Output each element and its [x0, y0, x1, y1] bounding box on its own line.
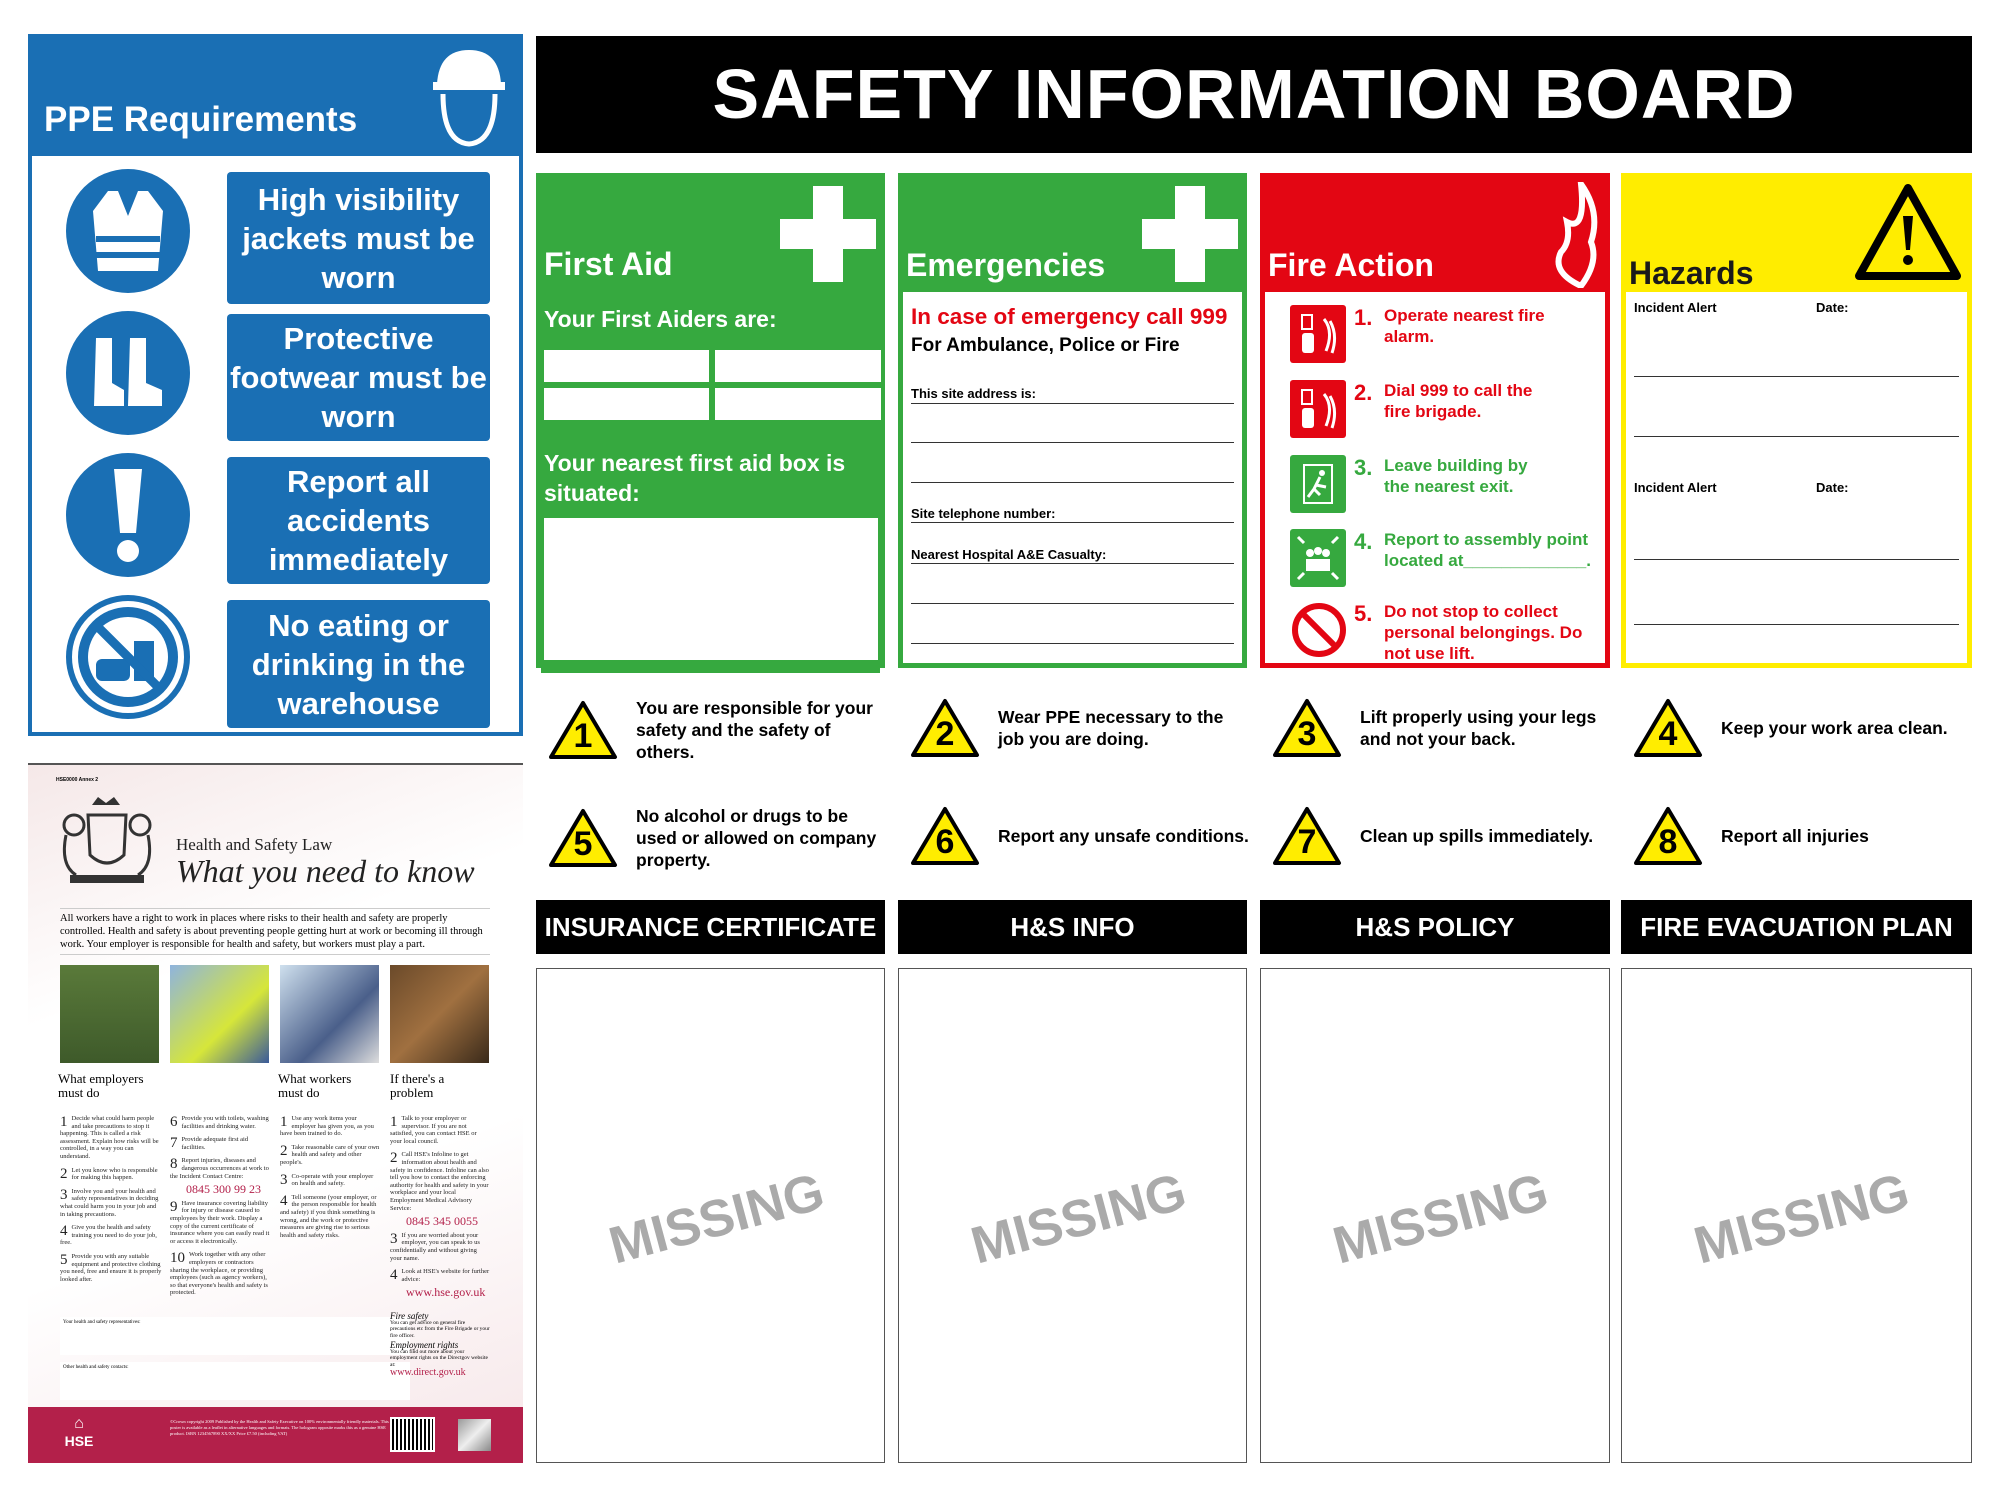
poster-list-item: 8 Report injuries, diseases and dangerous occurrences at work to the Incident Contact Centre:: [170, 1157, 269, 1180]
rule-text: Keep your work area clean.: [1721, 718, 1948, 738]
emergencies-card: [898, 173, 1247, 668]
photo-loft-worker: [390, 965, 489, 1063]
poster-list-item: 6 Provide you with toilets, washing facilities and drinking water.: [170, 1115, 269, 1130]
first-aiders-label: Your First Aiders are:: [544, 306, 777, 332]
barcode: [390, 1417, 435, 1452]
board-title: SAFETY INFORMATION BOARD: [536, 36, 1972, 153]
hse-website-link: www.hse.gov.uk: [406, 1285, 486, 1300]
poster-list-item: 5 Provide you with any suitable equipment and protective clothing you need, free and ensure it is properly looked after.: [60, 1252, 162, 1283]
problem-heading: If there's a problem: [390, 1071, 445, 1100]
first-aider-name-field-4[interactable]: [715, 388, 881, 420]
poster-list-item: 1 Talk to your employer or supervisor. If you are not satisfied, you can contact HSE or your local council.: [390, 1115, 477, 1145]
fire-action-title: Fire Action: [1268, 247, 1434, 283]
hazards-card: [1621, 173, 1972, 668]
poster-list-item: 2 Call HSE's Infoline to get information about health and safety in confidence. Infoline can also tell you how to contact the enforcing authority for health and safety in your workplace and your local Employment Medical Advisory Service:: [390, 1151, 489, 1212]
photo-construction-workers: [170, 965, 269, 1063]
employers-list-continued: [170, 1115, 272, 1303]
incident-date-label-1: Date:: [1816, 300, 1849, 315]
photo-office-worker: [280, 965, 379, 1063]
numbered-warning-triangle-icon: 3: [1272, 697, 1342, 759]
hs-policy-slot: [1260, 968, 1610, 1463]
numbered-warning-triangle-icon: 6: [910, 805, 980, 867]
fire-step-2: 2. Dial 999 to call the fire brigade.: [1290, 380, 1554, 438]
hazards-title: Hazards: [1629, 255, 1754, 291]
first-aider-name-field-1[interactable]: [544, 350, 709, 382]
rule-text: Wear PPE necessary to the job you are doing.: [998, 707, 1224, 749]
ppe-title: PPE Requirements: [44, 100, 358, 139]
footer-text: ©Crown copyright 2009 Published by the Health and Safety Executive on 100% environmentally friendly materials. This poster is available as a leaflet in alternative languages and formats. The hologram opposite marks this as a genuine HSE product. ISBN 1234567890 XX/XX Price £7.50 (including VAT): [170, 1419, 389, 1436]
insurance-certificate-slot: [536, 968, 885, 1463]
ppe-label-footwear: Protective footwear must be worn: [227, 314, 490, 441]
hospital-label: Nearest Hospital A&E Casualty:: [911, 547, 1107, 562]
helmet-icon: [429, 42, 509, 152]
warning-triangle-icon: [1853, 182, 1963, 282]
no-eating-drinking-icon: [66, 595, 190, 719]
direct-gov-link: www.direct.gov.uk: [390, 1367, 466, 1378]
first-aid-title: First Aid: [544, 246, 673, 282]
poster-list-item: 2 Let you know who is responsible for making this happen.: [60, 1166, 158, 1182]
fire-alarm-icon: [1290, 305, 1346, 363]
ppe-label-report-accidents: Report all accidents immediately: [227, 457, 490, 584]
insurance-certificate-header: INSURANCE CERTIFICATE: [536, 900, 885, 954]
numbered-warning-triangle-icon: 7: [1272, 805, 1342, 867]
contacts-field[interactable]: [60, 1362, 410, 1400]
numbered-warning-triangle-icon: 1: [548, 699, 618, 761]
rule-text: Clean up spills immediately.: [1360, 826, 1594, 846]
emergency-call-text: In case of emergency call 999: [911, 304, 1228, 329]
assembly-point-icon: [1290, 529, 1346, 587]
problem-list: [390, 1115, 490, 1303]
safety-rule: [910, 697, 1250, 759]
first-aid-box-label: Your nearest first aid box is situated:: [544, 450, 846, 506]
poster-phone: 0845 300 99 23: [186, 1182, 261, 1197]
workers-heading: What workers must do: [278, 1071, 352, 1100]
rep-field[interactable]: [60, 1317, 410, 1355]
safety-rule: [1272, 805, 1602, 867]
poster-ref: HSE0000 Annex 2: [56, 777, 99, 783]
missing-watermark: MISSING: [965, 1162, 1193, 1276]
flame-icon: [1541, 182, 1601, 288]
first-aid-box-location-field[interactable]: [544, 518, 878, 660]
first-aider-name-field-3[interactable]: [544, 388, 709, 420]
numbered-warning-triangle-icon: 5: [548, 807, 618, 869]
exit-running-man-icon: [1290, 455, 1346, 513]
ppe-requirements-panel: [28, 34, 523, 736]
poster-list-item: 7 Provide adequate first aid facilities.: [170, 1136, 249, 1152]
fire-step-3: 3. Leave building by the nearest exit.: [1290, 455, 1554, 513]
ppe-label-hi-vis: High visibility jackets must be worn: [227, 172, 490, 304]
fire-step-4: 4. Report to assembly point located at_____________.: [1290, 529, 1614, 587]
poster-list-item: 3 If you are worried about your employer, you can speak to us confidentially and without giving your name.: [390, 1231, 480, 1262]
poster-list-item: 4 Tell someone (your employer, or the person responsible for health and safety) if you think something is wrong, and the work or protective measures are giving rise to serious health and safety risks.: [280, 1193, 377, 1239]
site-telephone-label: Site telephone number:: [911, 506, 1056, 521]
fire-evacuation-plan-header: FIRE EVACUATION PLAN: [1621, 900, 1972, 954]
rule-text: Report all injuries: [1721, 826, 1869, 846]
safety-rule: [1633, 805, 1963, 867]
hs-info-header: H&S INFO: [898, 900, 1247, 954]
first-aid-card: [536, 173, 885, 668]
emergencies-title: Emergencies: [906, 247, 1106, 283]
hse-logo: ⌂ HSE: [64, 1415, 94, 1449]
poster-phone: 0845 345 0055: [406, 1214, 478, 1229]
hi-vis-jacket-icon: [66, 169, 190, 293]
contacts-label: Other health and safety contacts:: [63, 1365, 129, 1370]
poster-subtitle: What you need to know: [176, 853, 475, 889]
poster-list-item: 9 Have insurance covering liability for injury or disease caused to employees by their work. Display a copy of the current certificate of insurance where you can easily read it or access it electronically.: [170, 1199, 270, 1245]
first-aid-cross-icon: [780, 186, 876, 282]
missing-watermark: MISSING: [603, 1162, 831, 1276]
fire-action-card: [1260, 173, 1610, 668]
safety-rule: [548, 697, 888, 763]
rep-label: Your health and safety representatives:: [63, 1320, 141, 1325]
numbered-warning-triangle-icon: 4: [1633, 697, 1703, 759]
first-aider-name-field-2[interactable]: [715, 350, 881, 382]
prohibition-icon: [1290, 601, 1346, 659]
poster-intro: All workers have a right to work in places where risks to their health and safety are properly controlled. Health and safety is about preventing people getting hurt at work or becoming ill through work. Your employer is responsible for health and safety, but workers must play a part.: [60, 908, 490, 955]
safety-rule: [1272, 697, 1602, 759]
royal-coat-of-arms-icon: [56, 795, 158, 887]
incident-alert-label-1: Incident Alert: [1634, 300, 1717, 315]
ppe-label-no-eating: No eating or drinking in the warehouse: [227, 600, 490, 728]
fire-evacuation-plan-slot: [1621, 968, 1972, 1463]
ppe-header: [32, 38, 519, 156]
numbered-warning-triangle-icon: 8: [1633, 805, 1703, 867]
fire-alarm-icon: [1290, 380, 1346, 438]
emergency-services-text: For Ambulance, Police or Fire: [911, 335, 1180, 356]
incident-alert-label-2: Incident Alert: [1634, 480, 1717, 495]
fire-step-1: 1. Operate nearest fire alarm.: [1290, 305, 1564, 363]
incident-date-label-2: Date:: [1816, 480, 1849, 495]
safety-boots-icon: [66, 311, 190, 435]
photo-farm-worker: [60, 965, 159, 1063]
numbered-warning-triangle-icon: 2: [910, 697, 980, 759]
safety-rule: [548, 805, 888, 871]
emergency-cross-icon: [1142, 186, 1238, 282]
hse-law-poster: [28, 763, 523, 1463]
poster-list-item: 4 Give you the health and safety training you need to do your job, free.: [60, 1224, 157, 1247]
poster-list-item: 3 Involve you and your health and safety representatives in deciding what could harm you in your job and in taking precautions.: [60, 1187, 159, 1218]
hs-policy-header: H&S POLICY: [1260, 900, 1610, 954]
poster-list-item: 1 Use any work items your employer has given you, as you have been trained to do.: [280, 1115, 374, 1138]
employers-list: [60, 1115, 162, 1289]
hologram: [458, 1419, 491, 1451]
poster-list-item: 10 Work together with any other employers or contractors sharing the workplace, or providing employees (such as agency workers), so that everyone's health and safety is protected.: [170, 1251, 268, 1297]
poster-list-item: 4 Look at HSE's website for further advice:: [390, 1268, 490, 1284]
rule-text: Lift properly using your legs and not your back.: [1360, 707, 1597, 749]
fire-safety-note: Fire safety You can get advice on general fire precautions etc from the Fire Brigade or your fire officer. Employment rights You can find out more about your employment rights on the Directgov website at: www.direct.gov.uk: [390, 1311, 490, 1378]
poster-footer: [28, 1407, 523, 1463]
exclamation-icon: [66, 453, 190, 577]
poster-title: Health and Safety Law: [176, 835, 333, 854]
missing-watermark: MISSING: [1327, 1162, 1555, 1276]
hs-info-slot: [898, 968, 1247, 1463]
rule-text: No alcohol or drugs to be used or allowed on company property.: [636, 806, 877, 870]
rule-text: Report any unsafe conditions.: [998, 826, 1249, 846]
poster-list-item: 3 Co-operate with your employer on health and safety.: [280, 1172, 374, 1188]
missing-watermark: MISSING: [1688, 1162, 1916, 1276]
workers-list: [280, 1115, 380, 1245]
rule-text: You are responsible for your safety and the safety of others.: [636, 698, 873, 762]
fire-step-5: 5. Do not stop to collect personal belongings. Do not use lift.: [1290, 601, 1594, 664]
poster-list-item: 1 Decide what could harm people and take precautions to stop it happening. This is called a risk assessment. Explain how risks will be controlled, in a way you can understand.: [60, 1115, 159, 1160]
safety-rule: [910, 805, 1250, 867]
site-address-label: This site address is:: [911, 386, 1036, 401]
safety-rule: [1633, 697, 1963, 759]
employers-heading: What employers must do: [58, 1071, 144, 1100]
poster-list-item: 2 Take reasonable care of your own health and safety and other people's.: [280, 1143, 380, 1166]
